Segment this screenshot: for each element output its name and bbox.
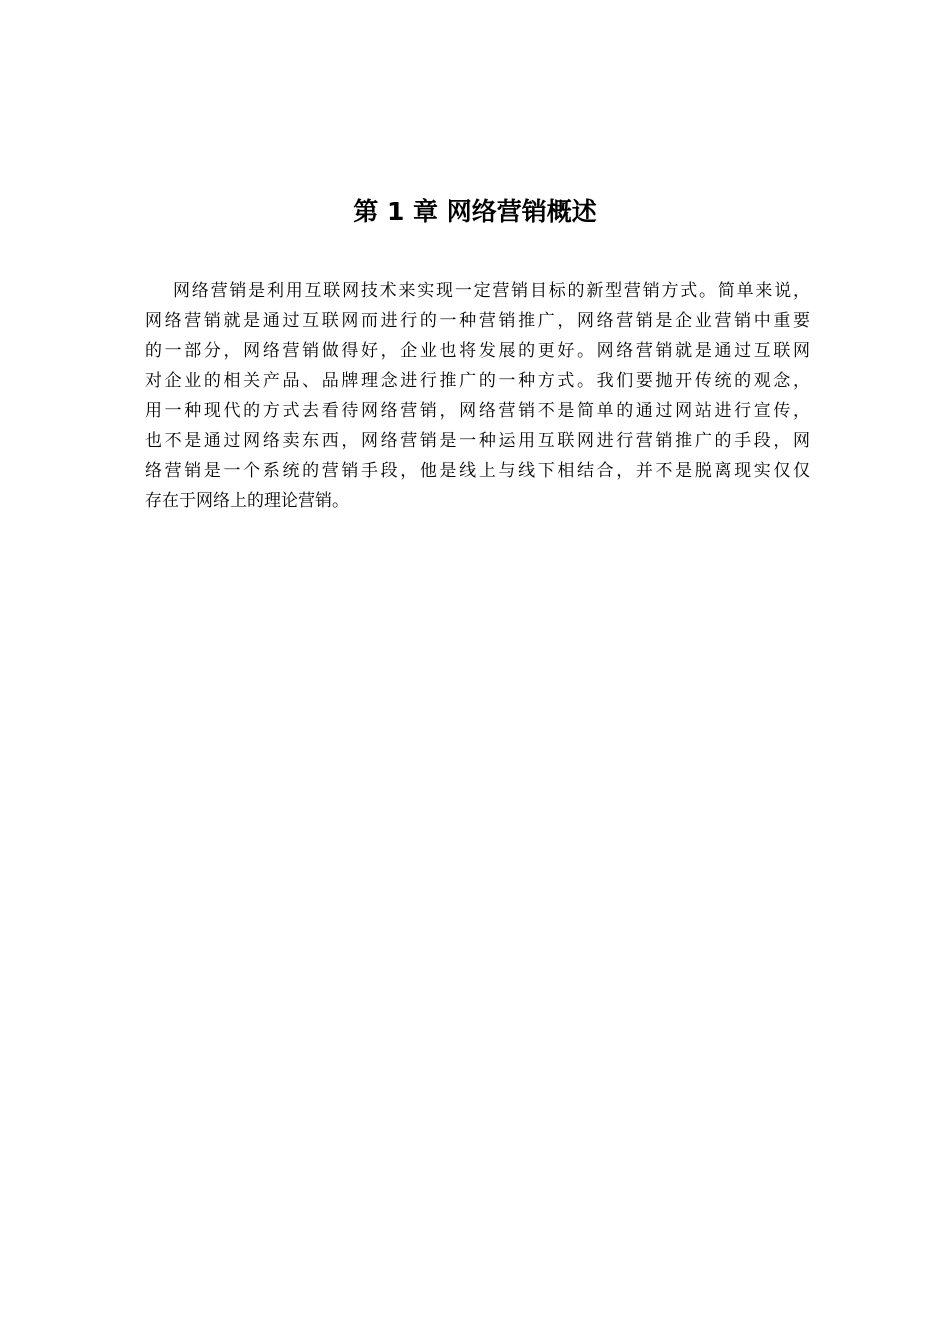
paragraph-line: 也不是通过网络卖东西，网络营销是一种运用互联网进行营销推广的手段，网 <box>145 431 810 451</box>
paragraph-line: 网络营销就是通过互联网而进行的一种营销推广，网络营销是企业营销中重要 <box>145 311 810 331</box>
paragraph-line: 的一部分，网络营销做得好，企业也将发展的更好。网络营销就是通过互联网 <box>145 341 810 361</box>
paragraph-line: 络营销是一个系统的营销手段，他是线上与线下相结合，并不是脱离现实仅仅 <box>145 461 810 481</box>
chapter-title: 第 1 章 网络营销概述 <box>353 197 597 226</box>
paragraph-line: 网络营销是利用互联网技术来实现一定营销目标的新型营销方式。简单来说， <box>173 281 810 301</box>
paragraph-line: 用一种现代的方式去看待网络营销，网络营销不是简单的通过网站进行宣传， <box>145 401 810 421</box>
body-paragraph <box>145 276 810 516</box>
paragraph-line: 对企业的相关产品、品牌理念进行推广的一种方式。我们要抛开传统的观念， <box>145 371 810 391</box>
paragraph-line: 存在于网络上的理论营销。 <box>145 491 349 511</box>
